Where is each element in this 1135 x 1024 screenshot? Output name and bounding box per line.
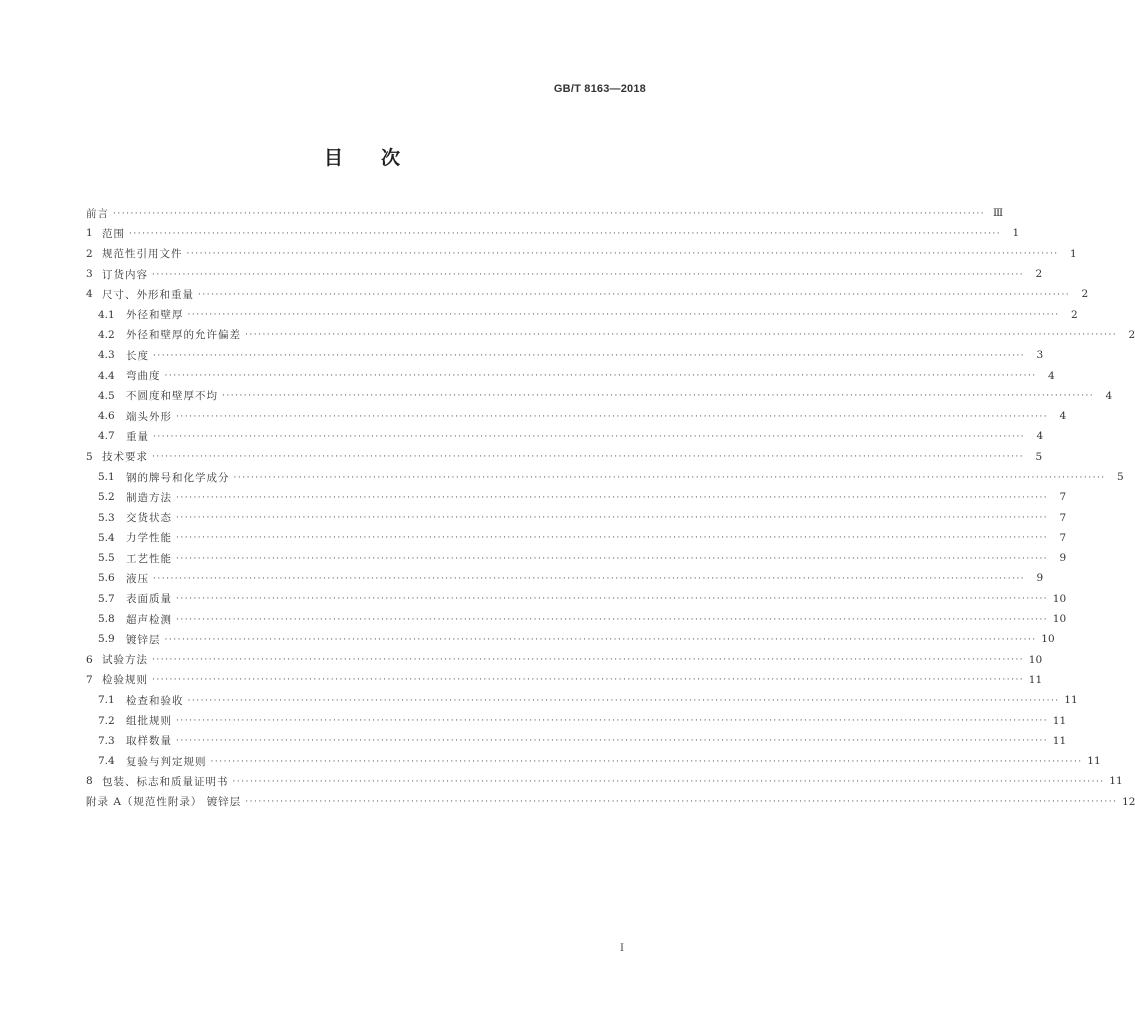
dot-leader: ········································································································································································································ [187,310,1060,321]
toc-entry-label: 力学性能 [126,532,172,545]
dot-leader: ········································································································································································································ [153,350,1026,361]
toc-entry-page: 4 [1105,389,1113,402]
dot-leader: ········································································································································································································ [245,797,1118,808]
toc-entry-number: 5 [86,450,93,463]
dot-leader: ········································································································································································································ [153,431,1026,442]
toc-entry-label: 检验规则 [102,674,148,687]
toc-entry-number: 4.7 [98,430,115,443]
title-char-2: 次 [381,147,401,169]
dot-leader: ········································································································································································································ [176,594,1049,605]
toc-entry-label: 端头外形 [126,410,172,423]
toc-entry-page: 12 [1122,795,1135,808]
dot-leader: ········································································································································································································ [164,634,1037,645]
toc-entry-number: 4.4 [98,369,115,382]
toc-entry[interactable] [86,609,1067,629]
toc-entry-label: 不圆度和壁厚不均 [126,390,218,403]
toc-entry-number: 4.2 [98,328,115,341]
toc-entry-number: 5.1 [98,471,115,483]
dot-leader: ········································································································································································································ [152,675,1025,686]
title-char-1: 目 [323,147,343,169]
dot-leader: ········································································································································································································ [176,411,1049,422]
toc-entry[interactable] [86,467,1124,487]
toc-entry-page: 1 [1069,247,1077,260]
toc-entry[interactable] [86,223,1020,243]
dot-leader: ········································································································································································································ [187,695,1060,706]
toc-entry-page: 10 [1028,653,1043,666]
toc-entry-number: 5.3 [98,511,115,524]
toc-entry-number: 4.3 [98,349,115,362]
toc-entry-page: 2 [1128,328,1135,341]
toc-entry[interactable] [86,771,1123,791]
dot-leader: ········································································································································································································ [186,249,1059,260]
toc-entry-number: 5.9 [98,633,115,646]
toc-entry-label: 取样数量 [126,735,172,748]
toc-entry-number: 5.2 [98,491,115,504]
toc-entry-page: Ⅲ [993,207,1004,220]
dot-leader: ········································································································································································································ [164,371,1037,382]
toc-entry[interactable] [86,589,1067,609]
toc-entry[interactable] [86,426,1044,446]
dot-leader: ········································································································································································································ [222,391,1095,402]
toc-entry-label: 工艺性能 [126,552,172,565]
toc-entry-label: 订货内容 [102,268,148,281]
toc-entry[interactable] [86,751,1101,771]
page-title [0,143,724,170]
toc-entry[interactable] [86,304,1078,324]
dot-leader: ········································································································································································································ [153,573,1026,584]
toc-entry-number: 7.3 [98,734,115,747]
toc-entry-page: 2 [1081,288,1089,301]
dot-leader: ········································································································································································································ [176,533,1049,544]
toc-entry-page: 10 [1041,633,1055,646]
toc-entry-number: 3 [86,268,93,281]
toc-entry-label: 外径和壁厚 [126,309,184,322]
toc-entry-number: 5.5 [98,552,115,565]
dot-leader: ········································································································································································································ [176,736,1049,747]
toc-entry[interactable] [86,284,1089,304]
dot-leader: ········································································································································································································ [198,289,1071,300]
toc-entry-label: 交货状态 [126,512,172,525]
dot-leader: ········································································································································································································ [176,513,1049,524]
dot-leader: ········································································································································································································ [152,655,1025,666]
toc-entry[interactable] [86,365,1055,385]
toc-entry[interactable] [86,690,1078,710]
toc-entry[interactable] [86,548,1067,568]
toc-entry[interactable] [86,528,1067,548]
toc-entry[interactable] [86,345,1044,365]
toc-entry-page: 11 [1052,734,1067,747]
dot-leader: ········································································································································································································ [152,452,1025,463]
toc-entry[interactable] [86,568,1044,588]
toc-entry-label: 检查和验收 [126,694,184,707]
dot-leader: ········································································································································································································ [113,208,986,219]
toc-entry-page: 11 [1052,714,1067,727]
toc-entry-label: 范围 [102,227,125,240]
toc-entry-label: 重量 [126,430,149,443]
toc-entry-page: 5 [1116,471,1124,483]
toc-entry-page: 5 [1035,450,1043,463]
toc-entry-number: 1 [86,227,93,240]
toc-entry[interactable] [86,386,1113,406]
page-number: I [620,943,624,954]
toc-entry[interactable] [86,670,1043,690]
toc-entry[interactable] [86,264,1043,284]
toc-entry-label: 前言 [86,207,109,220]
toc-entry-number: 5.6 [98,572,115,585]
toc-entry-label: 试验方法 [102,654,148,667]
toc-entry-label: 组批规则 [126,715,172,728]
toc-entry-number: 5.4 [98,531,115,544]
toc-entry-label: 尺寸、外形和重量 [102,288,194,301]
toc-entry[interactable] [86,244,1077,264]
toc-entry-label: 复验与判定规则 [126,755,207,768]
toc-entry-label: 液压 [126,572,149,585]
toc-entry[interactable] [86,710,1067,730]
toc-entry-label: 包装、标志和质量证明书 [102,775,229,788]
toc-entry-page: 4 [1036,430,1044,443]
toc-entry[interactable] [86,731,1067,751]
toc-entry-page: 11 [1064,694,1078,707]
toc-entry-number: 7 [86,673,93,686]
toc-entry-page: 9 [1036,572,1044,585]
toc-entry-page: 11 [1087,755,1101,768]
toc-entry-number: 7.2 [98,714,115,727]
toc-entry-page: 11 [1109,775,1123,788]
toc-entry-number: 5.7 [98,592,115,605]
toc-entry-label: 技术要求 [102,451,148,464]
toc-entry-page: 10 [1052,613,1067,626]
toc-entry-number: 5.8 [98,613,115,626]
toc-entry-label: 镀锌层 [126,633,161,646]
toc-entry-number: 6 [86,653,93,666]
toc-entry[interactable] [86,629,1055,649]
toc-entry-number: 8 [86,775,93,788]
toc-entry-label: 超声检测 [126,613,172,626]
toc-entry-label: 长度 [126,349,149,362]
toc-entry-page: 4 [1047,369,1055,382]
toc-entry-label: 附录 A（规范性附录） 镀锌层 [86,796,242,809]
toc-entry[interactable] [86,507,1067,527]
dot-leader: ········································································································································································································ [176,716,1049,727]
dot-leader: ········································································································································································································ [176,614,1049,625]
toc-entry-page: 1 [1012,227,1020,240]
toc-entry[interactable] [86,325,1135,345]
toc-entry[interactable] [86,650,1043,670]
toc-entry-page: 3 [1036,349,1044,362]
toc-entry-page: 7 [1059,511,1067,524]
dot-leader: ········································································································································································································ [129,228,1002,239]
dot-leader: ········································································································································································································ [152,269,1025,280]
toc-entry-page: 10 [1052,592,1067,605]
toc-entry[interactable] [86,406,1067,426]
toc-entry-page: 7 [1059,531,1067,544]
toc-entry-label: 规范性引用文件 [102,248,183,261]
toc-entry-label: 外径和壁厚的允许偏差 [126,329,241,342]
toc-entry-page: 2 [1070,308,1078,321]
toc-entry-label: 制造方法 [126,491,172,504]
dot-leader: ········································································································································································································ [176,553,1049,564]
dot-leader: ········································································································································································································ [232,776,1105,787]
dot-leader: ········································································································································································································ [210,756,1083,767]
toc-entry-label: 钢的牌号和化学成分 [126,471,230,484]
toc-entry-number: 4.1 [98,308,115,321]
toc-entry[interactable] [86,792,1135,812]
toc-entry-number: 7.1 [98,694,115,707]
toc-entry-page: 7 [1059,491,1067,504]
standard-code: GB/T 8163—2018 [553,83,646,95]
toc-entry-label: 表面质量 [126,593,172,606]
dot-leader: ········································································································································································································ [176,492,1049,503]
toc-entry-page: 2 [1035,268,1043,281]
toc-entry-number: 4.6 [98,410,115,423]
toc-entry-number: 7.4 [98,755,115,768]
toc-entry-page: 9 [1059,552,1067,565]
toc-entry-number: 2 [86,247,93,260]
dot-leader: ········································································································································································································ [233,472,1106,483]
toc-entry[interactable] [86,487,1067,507]
toc-entry-number: 4 [86,288,93,301]
toc-entry-number: 4.5 [98,389,115,402]
toc-entry[interactable] [86,203,1004,223]
toc-entry-page: 11 [1028,673,1043,686]
toc-entry-page: 4 [1059,410,1067,423]
dot-leader: ········································································································································································································ [245,330,1118,341]
table-of-contents [86,203,1135,812]
toc-entry-label: 弯曲度 [126,370,161,383]
toc-entry[interactable] [86,447,1043,467]
